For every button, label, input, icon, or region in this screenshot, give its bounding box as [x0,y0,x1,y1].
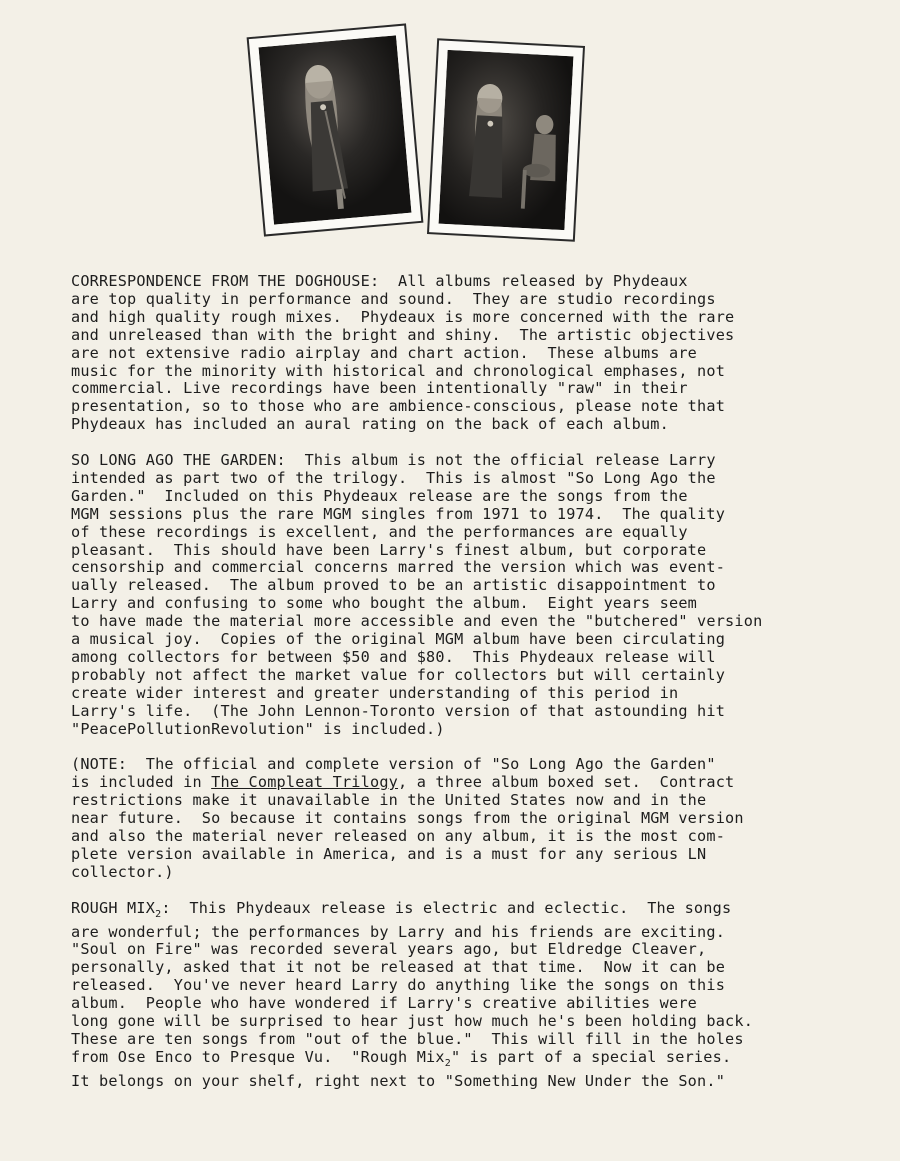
garden-paragraph [71,452,871,739]
text-line: and high quality rough mixes. Phydeaux is more concerned with the rare [71,307,735,326]
note-paragraph [71,756,871,881]
text-line: personally, asked that it not be released at that time. Now it can be [71,958,726,977]
text-line: restrictions make it unavailable in the United States now and in the [71,791,707,810]
text-fragment: is included in [71,773,212,792]
text-line: ually released. The album proved to be an artistic disappointment to [71,576,716,595]
text-line: It belongs on your shelf, right next to "Something New Under the Son." [71,1071,726,1090]
text-line: commercial. Live recordings have been intentionally "raw" in their [71,379,688,398]
subscript: 2 [444,1057,451,1069]
text-line: MGM sessions plus the rare MGM singles from 1971 to 1974. The quality [71,504,726,523]
text-line: and also the material never released on any album, it is the most com- [71,827,726,846]
text-line [71,900,871,924]
text-line: pleasant. This should have been Larry's finest album, but corporate [71,540,707,559]
text-fragment: ROUGH MIX [71,898,156,917]
text-line: are not extensive radio airplay and chart action. These albums are [71,343,698,362]
text-line: SO LONG AGO THE GARDEN: This album is not the official release Larry [71,451,716,470]
concert-photo-left [247,23,424,236]
concert-photo-right [427,38,585,241]
text-line: a musical joy. Copies of the original MGM album have been circulating [71,630,726,649]
text-line: (NOTE: The official and complete version of "So Long Ago the Garden" [71,755,716,774]
text-line: album. People who have wondered if Larry's creative abilities were [71,994,698,1013]
text-fragment: : This Phydeaux release is electric and eclectic. The songs [161,898,732,917]
photo-strip [0,0,900,250]
text-line: are top quality in performance and sound. They are studio recordings [71,289,716,308]
text-line: probably not affect the market value for collectors but will certainly [71,665,726,684]
document-body [71,273,871,1109]
text-line: are wonderful; the performances by Larry and his friends are exciting. [71,922,726,941]
text-line: Larry's life. (The John Lennon-Toronto version of that astounding hit [71,701,726,720]
text-fragment: " is part of a special series. [450,1047,732,1066]
correspondence-paragraph [71,273,871,434]
text-line: Larry and confusing to some who bought the album. Eight years seem [71,594,698,613]
text-line: CORRESPONDENCE FROM THE DOGHOUSE: All albums released by Phydeaux [71,272,688,290]
rough-mix-paragraph [71,900,871,1091]
text-line: near future. So because it contains songs from the original MGM version [71,809,744,828]
text-line: Phydeaux has included an aural rating on the back of each album. [71,415,669,434]
text-line: intended as part two of the trilogy. This is almost "So Long Ago the [71,468,716,487]
text-line: and unreleased than with the bright and shiny. The artistic objectives [71,325,735,344]
text-line [71,774,871,792]
text-line: collector.) [71,862,174,881]
text-line: to have made the material more accessible and even the "butchered" version [71,612,763,631]
concert-photo-left-image [259,35,412,224]
text-line: presentation, so to those who are ambience-conscious, please note that [71,397,726,416]
subscript: 2 [155,908,162,920]
concert-photo-right-image [439,50,574,230]
text-line: released. You've never heard Larry do anything like the songs on this [71,976,726,995]
text-line: censorship and commercial concerns marred the version which was event- [71,558,726,577]
text-line [71,1049,871,1073]
album-title-compleat-trilogy: The Compleat Trilogy [211,773,399,792]
text-line: "PeacePollutionRevolution" is included.) [71,719,445,738]
text-fragment: from Ose Enco to Presque Vu. "Rough Mix [71,1047,445,1066]
text-line: music for the minority with historical and chronological emphases, not [71,361,726,380]
text-line: "Soul on Fire" was recorded several years ago, but Eldredge Cleaver, [71,940,707,959]
text-line: of these recordings is excellent, and the performances are equally [71,522,688,541]
text-line: These are ten songs from "out of the blue." This will fill in the holes [71,1030,744,1049]
text-fragment: , a three album boxed set. Contract [398,773,735,792]
text-line: create wider interest and greater understanding of this period in [71,683,679,702]
text-line: among collectors for between $50 and $80. This Phydeaux release will [71,648,716,667]
text-line: Garden." Included on this Phydeaux release are the songs from the [71,486,688,505]
text-line: plete version available in America, and is a must for any serious LN [71,844,707,863]
text-line: long gone will be surprised to hear just how much he's been holding back. [71,1012,754,1031]
